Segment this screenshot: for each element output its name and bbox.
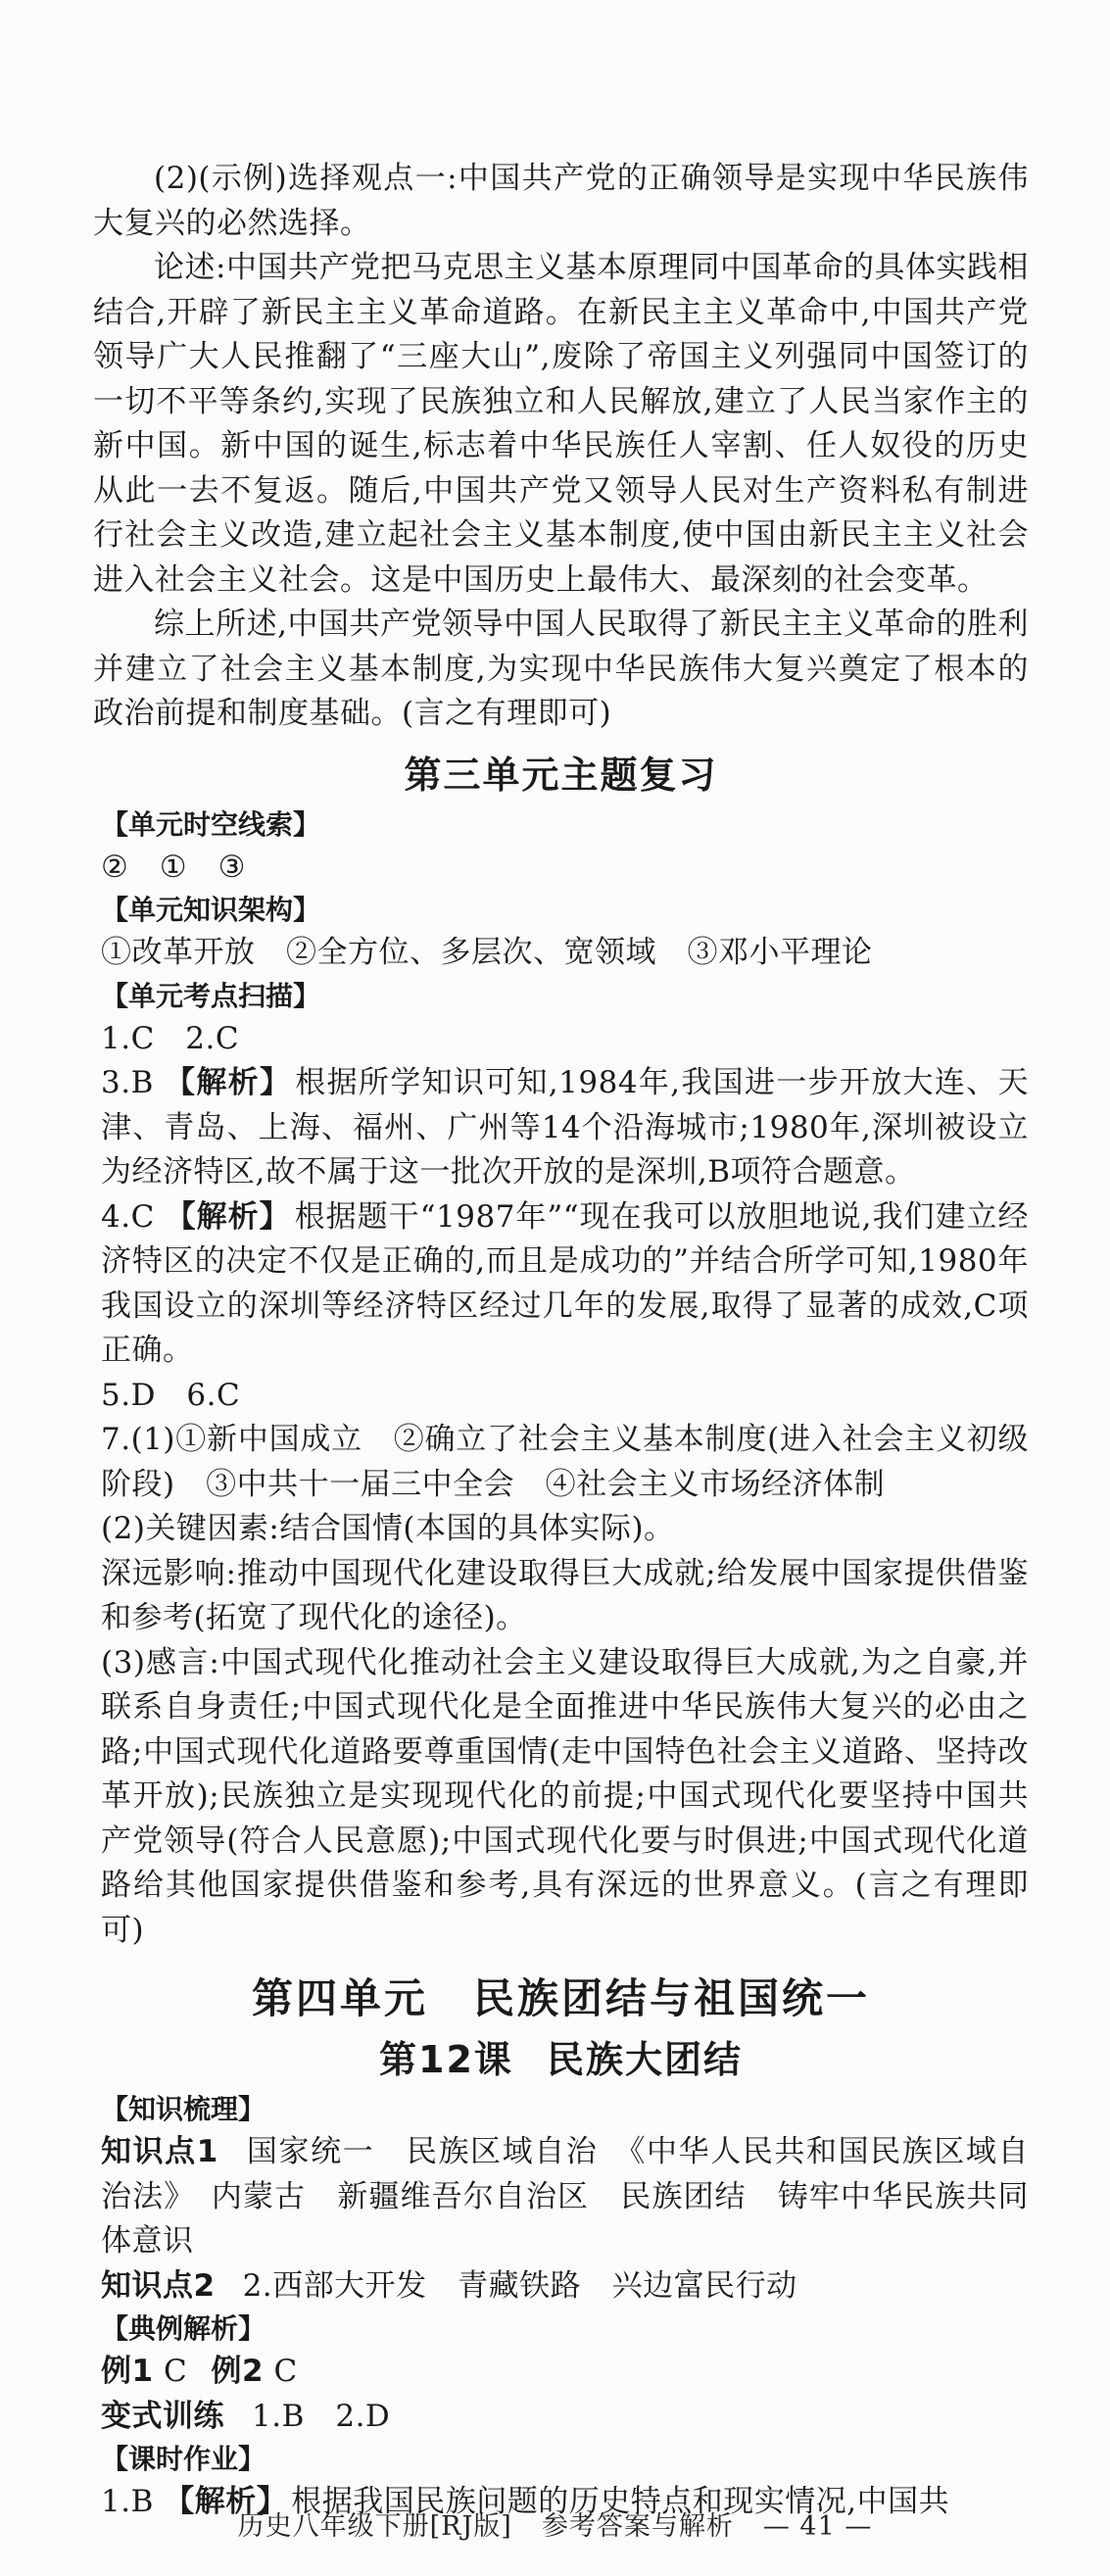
example-answers	[93, 2350, 1029, 2395]
unit4-title-a: 第四单元	[251, 1974, 428, 2022]
kp-text: 2.西部大开发 青藏铁路 兴边富民行动	[242, 2267, 797, 2304]
variant-answers: 1.B 2.D	[252, 2398, 391, 2434]
section-heading: 【单元考点扫描】	[101, 979, 321, 1012]
section-heading: 【知识梳理】	[101, 2093, 266, 2125]
answer-q7-1: 7.(1)①新中国成立 ②确立了社会主义基本制度(进入社会主义初级阶段) ③中共十一届三中全会 ④社会主义市场经济体制	[101, 1422, 1029, 1502]
answer-line: 1.C 2.C	[101, 1020, 240, 1056]
footer-book: 历史八年级下册[RJ版]	[237, 2511, 512, 2542]
answer-line: ② ① ③	[101, 849, 246, 885]
answer-line: ①改革开放 ②全方位、多层次、宽领域 ③邓小平理论	[101, 935, 873, 970]
answer-q4	[93, 1195, 1029, 1374]
page-content	[93, 157, 1029, 2525]
section-heading: 【课时作业】	[101, 2443, 266, 2475]
analysis-tag: 【解析】	[165, 1198, 291, 1235]
example-label: 例1	[101, 2354, 154, 2389]
section-heading: 【单元时空线索】	[101, 807, 321, 841]
paragraph: (2)(示例)选择观点一:中国共产党的正确领导是实现中华民族伟大复兴的必然选择。	[93, 161, 1029, 241]
page-number: — 41 —	[762, 2511, 873, 2542]
analysis-text: 根据题干“1987年”“现在我可以放胆地说,我们建立经济特区的决定不仅是正确的,而且是成功的”并结合所学可知,1980年我国设立的深圳等经济特区经过几年的发展,取得了显著的成效,C项正确。	[101, 1198, 1029, 1368]
answer-q7-3: (3)感言:中国式现代化推动社会主义建设取得巨大成就,为之自豪,并联系自身责任;中国式现代化是全面推进中华民族伟大复兴的必由之路;中国式现代化道路要尊重国情(走中国特色社会主义道路、坚持改革开放);民族独立是实现现代化的前提;中国式现代化要坚持中国共产党领导(符合人民意愿);中国式现代化要与时俱进;中国式现代化道路给其他国家提供借鉴和参考,具有深远的世界意义。(言之有理即可)	[101, 1644, 1029, 1948]
answer-line: 5.D 6.C	[101, 1377, 241, 1413]
answer-q7-2b: 深远影响:推动中国现代化建设取得巨大成就;给发展中国家提供借鉴和参考(拓宽了现代化的途径)。	[101, 1555, 1029, 1635]
section-heading: 【单元知识架构】	[101, 894, 321, 926]
lesson-title	[93, 2029, 1029, 2083]
knowledge-point-1	[93, 2130, 1029, 2264]
analysis-text: 根据我国民族问题的历史特点和现实情况,中国共	[291, 2484, 950, 2519]
footer-section: 参考答案与解析	[541, 2511, 734, 2542]
analysis-tag: 【解析】	[164, 2484, 288, 2519]
kp-label: 知识点1	[101, 2134, 218, 2169]
unit4-title-b: 民族团结与祖国统一	[473, 1974, 871, 2022]
lesson-name: 民族大团结	[546, 2038, 743, 2081]
example-answer: C	[163, 2354, 188, 2389]
unit4-title	[93, 1967, 1029, 2025]
variant-training	[93, 2395, 1029, 2440]
analysis-tag: 【解析】	[165, 1065, 292, 1100]
variant-label: 变式训练	[101, 2398, 224, 2434]
example-answer: C	[273, 2354, 298, 2389]
kp-label: 知识点2	[101, 2267, 216, 2304]
lesson-number: 第12课	[379, 2038, 513, 2081]
kp-text: 国家统一 民族区域自治 《中华人民共和国民族区域自治法》 内蒙古 新疆维吾尔自治区 民族团结 铸牢中华民族共同体意识	[101, 2134, 1030, 2259]
section-heading: 【典例解析】	[101, 2312, 266, 2345]
analysis-text: 根据所学知识可知,1984年,我国进一步开放大连、天津、青岛、上海、福州、广州等14个沿海城市;1980年,深圳被设立为经济特区,故不属于这一批次开放的是深圳,B项符合题意。	[101, 1065, 1029, 1190]
question-number: 4.C	[101, 1198, 155, 1235]
example-label: 例2	[211, 2354, 265, 2389]
unit3-title: 第三单元主题复习	[404, 753, 718, 797]
paragraph: 论述:中国共产党把马克思主义基本原理同中国革命的具体实践相结合,开辟了新民主主义革命道路。在新民主主义革命中,中国共产党领导广大人民推翻了“三座大山”,废除了帝国主义列强同中国签订的一切不平等条约,实现了民族独立和人民解放,建立了人民当家作主的新中国。新中国的诞生,标志着中华民族任人宰割、任人奴役的历史从此一去不复返。随后,中国共产党又领导人民对生产资料私有制进行社会主义改造,建立起社会主义基本制度,使中国由新民主主义社会进入社会主义社会。这是中国历史上最伟大、最深刻的社会变革。	[93, 250, 1029, 598]
answer-q7-2: (2)关键因素:结合国情(本国的具体实际)。	[101, 1511, 675, 1546]
paragraph: 综上所述,中国共产党领导中国人民取得了新民主主义革命的胜利并建立了社会主义基本制度,为实现中华民族伟大复兴奠定了根本的政治前提和制度基础。(言之有理即可)	[93, 607, 1029, 731]
page-footer	[0, 2504, 1110, 2543]
knowledge-point-2	[93, 2264, 1029, 2309]
answer-q3	[93, 1061, 1029, 1195]
question-number: 1.B	[101, 2484, 154, 2519]
question-number: 3.B	[101, 1065, 154, 1100]
